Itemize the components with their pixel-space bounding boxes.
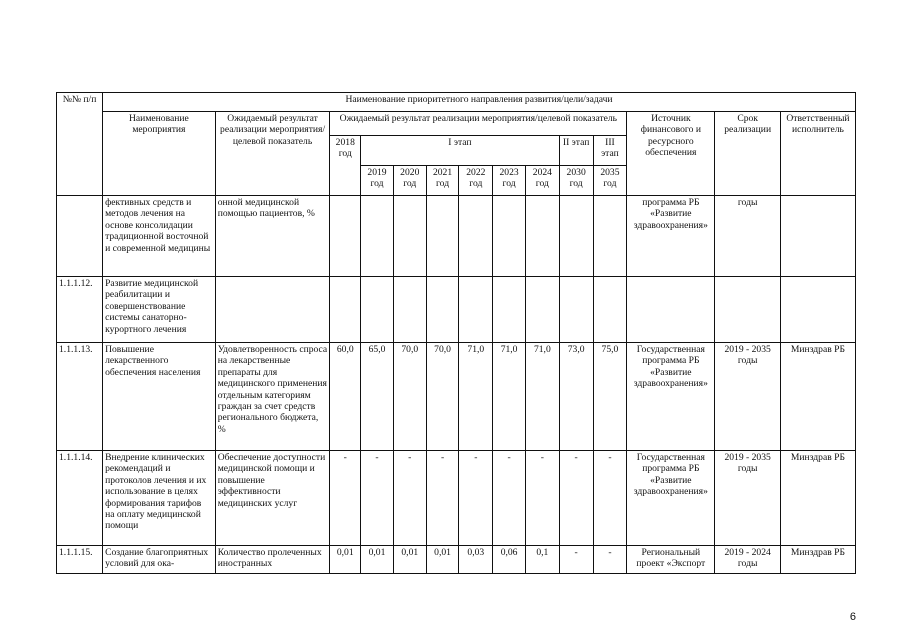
header-funding-source: Источник финансового и ресурсного обеспечения — [627, 112, 715, 196]
funding-source: Государственная программа РБ «Развитие здравоохранения» — [627, 451, 715, 546]
header-period: Срок реализации — [715, 112, 781, 196]
value-2024 — [525, 277, 559, 343]
row-number: 1.1.1.15. — [57, 546, 103, 574]
header-year: 2024 год — [525, 166, 559, 196]
row-number: 1.1.1.12. — [57, 277, 103, 343]
page-number: 6 — [849, 611, 856, 623]
value-2035: - — [593, 451, 627, 546]
table-row — [57, 196, 856, 277]
value-2035: - — [593, 546, 627, 574]
value-2021: - — [426, 451, 459, 546]
header-year: 2019 год — [361, 166, 394, 196]
header-year: 2021 год — [426, 166, 459, 196]
document-table — [56, 92, 856, 574]
value-2035 — [593, 277, 627, 343]
value-2018: 0,01 — [330, 546, 361, 574]
measure-name: Повышение лекарственного обеспечения населения — [103, 343, 216, 451]
funding-source — [627, 277, 715, 343]
period — [715, 277, 781, 343]
value-2019: 65,0 — [361, 343, 394, 451]
header-stage-2: II этап — [559, 136, 593, 166]
period: 2019 - 2035 годы — [715, 451, 781, 546]
table-row — [57, 277, 856, 343]
value-2021 — [426, 196, 459, 277]
value-2020: - — [393, 451, 426, 546]
table-row — [57, 343, 856, 451]
target-indicator: онной медицинской помощью пациентов, % — [215, 196, 330, 277]
funding-source: программа РБ «Развитие здравоохранения» — [627, 196, 715, 277]
value-2030 — [559, 196, 593, 277]
value-2023: 71,0 — [493, 343, 526, 451]
responsible: Минздрав РБ — [780, 546, 855, 574]
value-2030: - — [559, 546, 593, 574]
value-2018: 60,0 — [330, 343, 361, 451]
value-2020 — [393, 196, 426, 277]
header-responsible: Ответственный исполнитель — [780, 112, 855, 196]
value-2024: 71,0 — [525, 343, 559, 451]
target-indicator: Удовлетворенность спроса на лекарственные препараты для медицинского применения отдельным категориям граждан за счет средств регионального бюджета, % — [215, 343, 330, 451]
header-expected-values: Ожидаемый результат реализации мероприятия/целевой показатель — [330, 112, 627, 136]
row-number: 1.1.1.13. — [57, 343, 103, 451]
header-row-priority — [57, 93, 856, 112]
responsible — [780, 196, 855, 277]
row-number — [57, 196, 103, 277]
value-2022: - — [459, 451, 493, 546]
measure-name: фективных средств и методов лечения на основе консолидации традиционной восточной и современной медицины — [103, 196, 216, 277]
header-measure-name: Наименование мероприятия — [103, 112, 216, 196]
funding-source: Государственная программа РБ «Развитие здравоохранения» — [627, 343, 715, 451]
value-2019 — [361, 196, 394, 277]
value-2035 — [593, 196, 627, 277]
value-2019: - — [361, 451, 394, 546]
value-2030: - — [559, 451, 593, 546]
header-year: 2022 год — [459, 166, 493, 196]
target-indicator — [215, 277, 330, 343]
table-row — [57, 451, 856, 546]
value-2023: 0,06 — [493, 546, 526, 574]
value-2030 — [559, 277, 593, 343]
header-year-2018: 2018 год — [330, 136, 361, 196]
header-stage-3: III этап — [593, 136, 627, 166]
header-year: 2030 год — [559, 166, 593, 196]
funding-source: Региональный проект «Экспорт — [627, 546, 715, 574]
measure-name: Внедрение клинических рекомендаций и протоколов лечения и их использование в целях формирования тарифов на оплату медицинской помощи — [103, 451, 216, 546]
table-row — [57, 546, 856, 574]
value-2023 — [493, 277, 526, 343]
value-2019: 0,01 — [361, 546, 394, 574]
value-2022 — [459, 277, 493, 343]
period: 2019 - 2035 годы — [715, 343, 781, 451]
header-row-columns — [57, 112, 856, 136]
header-expected-result: Ожидаемый результат реализации мероприятия/целевой показатель — [215, 112, 330, 196]
value-2020: 70,0 — [393, 343, 426, 451]
value-2022: 71,0 — [459, 343, 493, 451]
value-2030: 73,0 — [559, 343, 593, 451]
row-number: 1.1.1.14. — [57, 451, 103, 546]
value-2035: 75,0 — [593, 343, 627, 451]
value-2021: 0,01 — [426, 546, 459, 574]
value-2022 — [459, 196, 493, 277]
header-num: №№ п/п — [57, 93, 103, 196]
value-2020 — [393, 277, 426, 343]
value-2021: 70,0 — [426, 343, 459, 451]
measure-name: Создание благоприятных условий для ока- — [103, 546, 216, 574]
measure-name: Развитие медицинской реабилитации и совершенствование системы санаторно-курортного лечения — [103, 277, 216, 343]
responsible — [780, 277, 855, 343]
value-2024: - — [525, 451, 559, 546]
value-2022: 0,03 — [459, 546, 493, 574]
value-2020: 0,01 — [393, 546, 426, 574]
value-2023 — [493, 196, 526, 277]
header-priority: Наименование приоритетного направления развития/цели/задачи — [103, 93, 856, 112]
responsible: Минздрав РБ — [780, 343, 855, 451]
value-2023: - — [493, 451, 526, 546]
header-stage-1: I этап — [361, 136, 560, 166]
responsible: Минздрав РБ — [780, 451, 855, 546]
period: 2019 - 2024 годы — [715, 546, 781, 574]
header-year: 2035 год — [593, 166, 627, 196]
value-2018 — [330, 277, 361, 343]
value-2018: - — [330, 451, 361, 546]
header-year: 2023 год — [493, 166, 526, 196]
period: годы — [715, 196, 781, 277]
value-2024 — [525, 196, 559, 277]
value-2018 — [330, 196, 361, 277]
target-indicator: Обеспечение доступности медицинской помощи и повышение эффективности медицинских услуг — [215, 451, 330, 546]
value-2021 — [426, 277, 459, 343]
value-2019 — [361, 277, 394, 343]
value-2024: 0,1 — [525, 546, 559, 574]
header-year: 2020 год — [393, 166, 426, 196]
target-indicator: Количество пролеченных иностранных — [215, 546, 330, 574]
